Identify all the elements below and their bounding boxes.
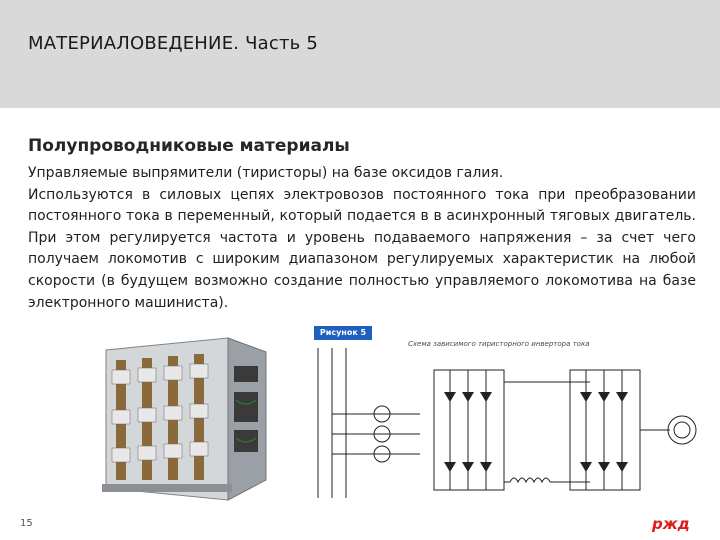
- svg-text:ржд: ржд: [652, 515, 690, 532]
- rzd-logo: [650, 514, 694, 532]
- body-line-1: Управляемые выпрямители (тиристоры) на базе оксидов галия.: [28, 165, 504, 181]
- inverter-schematic: [310, 322, 710, 504]
- presentation-title: МАТЕРИАЛОВЕДЕНИЕ. Часть 5: [28, 33, 319, 54]
- body-text: [28, 163, 696, 314]
- section-heading: Полупроводниковые материалы: [28, 136, 350, 156]
- figure-caption: Схема зависимого тиристорного инвертора тока: [408, 340, 590, 348]
- thyristor-cabinet-photo: [98, 330, 270, 505]
- figure-tag: Рисунок 5: [314, 326, 372, 340]
- page-number: 15: [20, 518, 33, 529]
- header-band: [0, 0, 720, 108]
- body-paragraph: Используются в силовых цепях электровозов постоянного тока при преобразовании постоянного тока в переменный, который подается в в асинхронный тяговых двигатель. При этом регулируется частота и уровень подаваемого напряжения – за счет чего получаем локомотив с широким диапазоном регулируемых характеристик на любой скорости (в будущем возможно создание полностью управляемого локомотива на базе электронного машиниста).: [28, 186, 696, 311]
